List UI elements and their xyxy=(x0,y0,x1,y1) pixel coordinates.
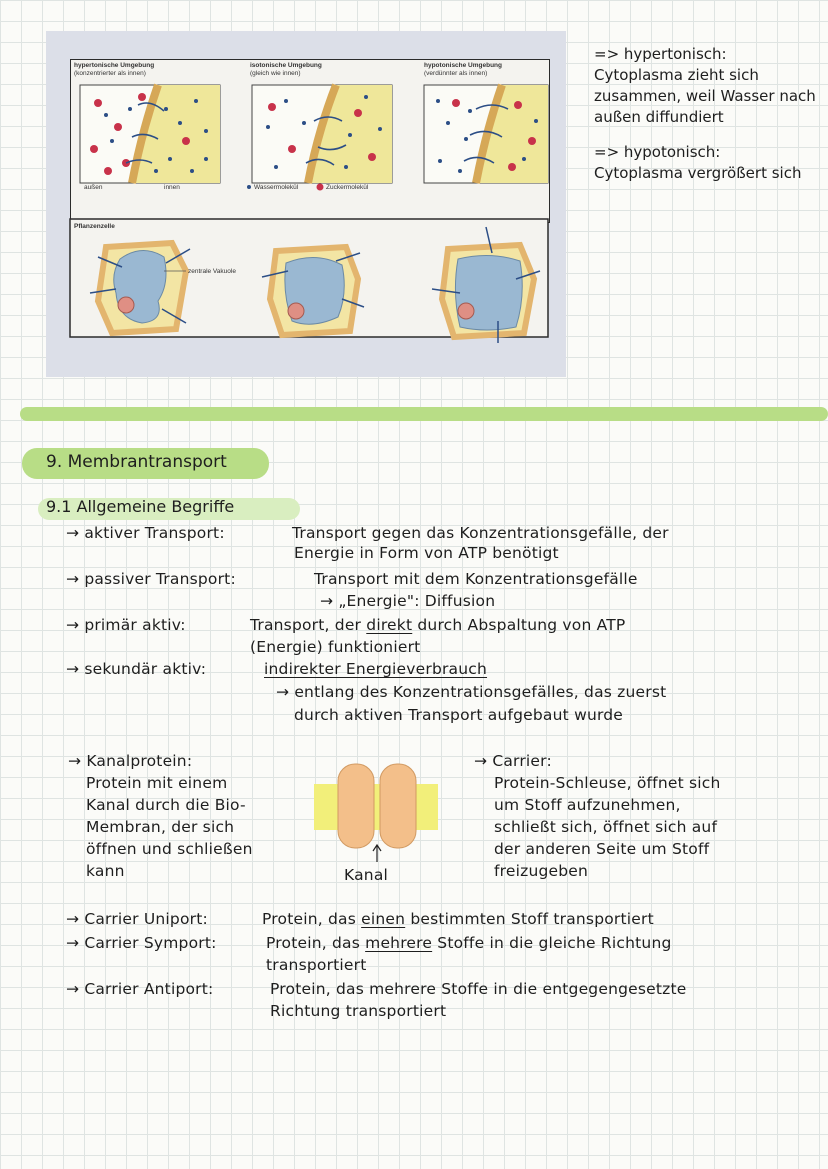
hypotonic-text: Cytoplasma vergrößert sich xyxy=(594,164,802,182)
carrier-line: schließt sich, öffnet sich auf xyxy=(494,818,718,836)
plant-cell-plasmolysed xyxy=(90,243,190,333)
plant-cell-isotonic xyxy=(262,247,364,335)
channel-protein-block xyxy=(68,750,308,882)
section-divider xyxy=(20,407,828,421)
channel-line: Protein mit einem xyxy=(86,774,228,792)
channel-line: kann xyxy=(86,862,125,880)
section-heading: 9. Membrantransport xyxy=(46,452,227,472)
hypertonic-diagram xyxy=(80,85,220,183)
uniport-text: Protein, das einen bestimmten Stoff transportiert xyxy=(262,910,654,928)
antiport-text-2: Richtung transportiert xyxy=(270,1002,447,1020)
channel-protein-figure xyxy=(312,762,442,864)
channel-line: Kanal durch die Bio- xyxy=(86,796,246,814)
legend-water-dot xyxy=(247,185,251,189)
panel-iso-title: isotonische Umgebung xyxy=(250,62,322,69)
term-secondary-label: → sekundär aktiv: xyxy=(66,660,207,678)
legend-water-label: Wassermolekül xyxy=(254,184,299,191)
symport-text-2: transportiert xyxy=(266,956,367,974)
carrier-line: Protein-Schleuse, öffnet sich xyxy=(494,774,721,792)
panel-hyper-title: hypertonische Umgebung xyxy=(74,62,155,69)
term-active-text-1: Transport gegen das Konzentrationsgefälle, der xyxy=(292,524,669,542)
term-primary-text-1: Transport, der direkt durch Abspaltung von ATP xyxy=(250,616,626,634)
inside-label: innen xyxy=(164,184,180,191)
isotonic-diagram xyxy=(252,85,392,183)
carrier-line: der anderen Seite um Stoff xyxy=(494,840,710,858)
hypertonic-title: => hypertonisch: xyxy=(594,45,727,63)
hypotonic-title: => hypotonisch: xyxy=(594,143,721,161)
subsection-heading-box xyxy=(38,498,300,520)
panel-hypo-title: hypotonische Umgebung xyxy=(424,62,502,69)
legend-sugar-dot xyxy=(317,184,324,191)
section-heading-box xyxy=(22,448,269,479)
textbook-figure-photo xyxy=(46,31,566,377)
uniport-label: → Carrier Uniport: xyxy=(66,910,208,928)
side-notes xyxy=(594,44,819,184)
carrier-line: um Stoff aufzunehmen, xyxy=(494,796,681,814)
legend-sugar-label: Zuckermolekül xyxy=(326,184,369,191)
term-secondary-text-2: → entlang des Konzentrationsgefälles, das zuerst xyxy=(276,683,667,701)
panel-iso-subtitle: (gleich wie innen) xyxy=(250,70,301,77)
vacuole-label: zentrale Vakuole xyxy=(188,268,236,275)
symport-label: → Carrier Symport: xyxy=(66,934,217,952)
channel-title: → Kanalprotein: xyxy=(68,752,193,770)
channel-figure-label: Kanal xyxy=(344,866,389,884)
term-primary-label: → primär aktiv: xyxy=(66,616,186,634)
carrier-title: → Carrier: xyxy=(474,752,552,770)
term-secondary-text-1: indirekter Energieverbrauch xyxy=(264,660,488,678)
osmosis-diagrams xyxy=(46,31,566,377)
panel-hypo-subtitle: (verdünnter als innen) xyxy=(424,70,488,77)
antiport-text: Protein, das mehrere Stoffe in die entgegengesetzte xyxy=(270,980,687,998)
term-primary-text-2: (Energie) funktioniert xyxy=(250,638,421,656)
panel-hyper-subtitle: (konzentrierter als innen) xyxy=(74,70,146,77)
carrier-block xyxy=(474,750,814,882)
plant-cell-label: Pflanzenzelle xyxy=(74,223,115,230)
term-secondary-text-3: durch aktiven Transport aufgebaut wurde xyxy=(294,706,624,724)
hypotonic-diagram xyxy=(424,85,548,183)
carrier-line: freizugeben xyxy=(494,862,589,880)
symport-text: Protein, das mehrere Stoffe in die gleiche Richtung xyxy=(266,934,672,952)
term-active-text-2: Energie in Form von ATP benötigt xyxy=(294,544,559,562)
term-passive-label: → passiver Transport: xyxy=(66,570,236,588)
outside-label: außen xyxy=(84,184,103,191)
hypertonic-text: Cytoplasma zieht sich zusammen, weil Wasser nach außen diffundiert xyxy=(594,66,816,126)
channel-line: Membran, der sich xyxy=(86,818,235,836)
subsection-heading: 9.1 Allgemeine Begriffe xyxy=(46,497,235,516)
antiport-label: → Carrier Antiport: xyxy=(66,980,214,998)
term-passive-text-2: → „Energie": Diffusion xyxy=(320,592,496,610)
term-active-label: → aktiver Transport: xyxy=(66,524,225,542)
term-passive-text-1: Transport mit dem Konzentrationsgefälle xyxy=(314,570,638,588)
channel-line: öffnen und schließen xyxy=(86,840,253,858)
